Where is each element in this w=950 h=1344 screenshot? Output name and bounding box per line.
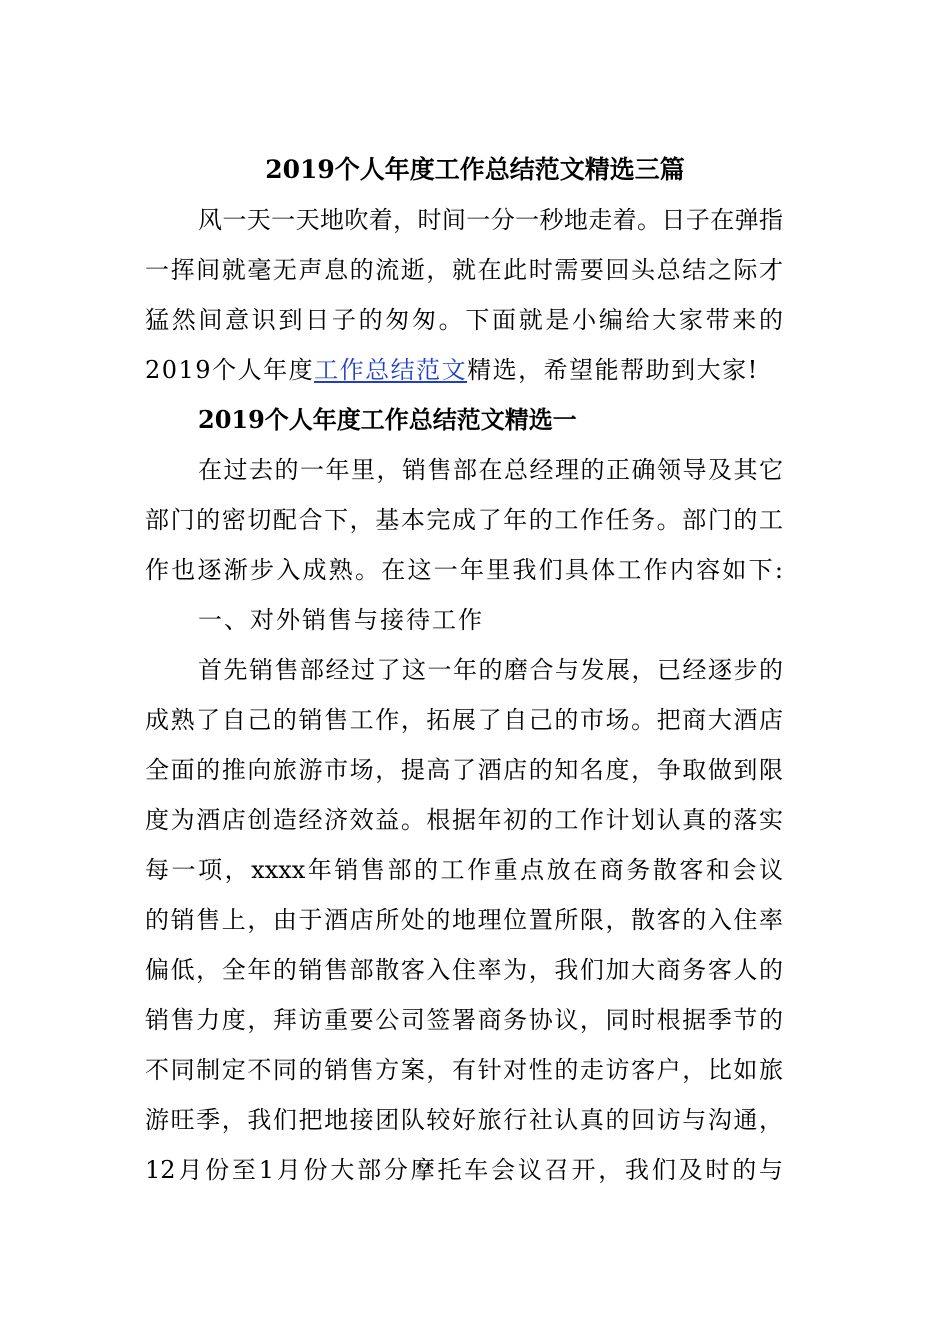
- intro-line-4-prefix: 2019个人年度: [145, 356, 315, 384]
- paragraph-2-line-10: 游旺季，我们把地接团队较好旅行社认真的回访与沟通，: [145, 1106, 783, 1134]
- paragraph-1-line-1: 在过去的一年里，销售部在总经理的正确领导及其它: [198, 456, 783, 484]
- intro-line-1: 风一天一天地吹着，时间一分一秒地走着。日子在弹指: [198, 206, 783, 234]
- paragraph-2-line-7: 偏低，全年的销售部散客入住率为，我们加大商务客人的: [145, 956, 783, 984]
- paragraph-2-line-2: 成熟了自己的销售工作，拓展了自己的市场。把商大酒店: [145, 706, 783, 734]
- intro-line-2: 一挥间就毫无声息的流逝，就在此时需要回头总结之际才: [145, 256, 783, 284]
- document-title: 2019个人年度工作总结范文精选三篇: [265, 155, 685, 184]
- intro-line-4: [145, 350, 783, 390]
- intro-line-3: 猛然间意识到日子的匆匆。下面就是小编给大家带来的: [145, 306, 783, 334]
- paragraph-2-line-8: 销售力度，拜访重要公司签署商务协议，同时根据季节的: [145, 1006, 783, 1034]
- paragraph-1-line-3: 作也逐渐步入成熟。在这一年里我们具体工作内容如下:: [145, 556, 783, 584]
- paragraph-2-line-6: 的销售上，由于酒店所处的地理位置所限，散客的入住率: [145, 906, 783, 934]
- section-1-heading: 2019个人年度工作总结范文精选一: [198, 405, 577, 434]
- paragraph-2-line-3: 全面的推向旅游市场，提高了酒店的知名度，争取做到限: [145, 756, 783, 784]
- paragraph-2-line-5: 每一项，xxxx年销售部的工作重点放在商务散客和会议: [145, 856, 783, 884]
- paragraph-2-line-1: 首先销售部经过了这一年的磨合与发展，已经逐步的: [198, 656, 783, 684]
- intro-line-4-suffix: 精选，希望能帮助到大家!: [467, 356, 759, 384]
- subheading-external-sales: 一、对外销售与接待工作: [198, 606, 484, 634]
- paragraph-2-line-4: 度为酒店创造经济效益。根据年初的工作计划认真的落实: [145, 806, 783, 834]
- paragraph-1-line-2: 部门的密切配合下，基本完成了年的工作任务。部门的工: [145, 506, 783, 534]
- work-summary-link[interactable]: 工作总结范文: [314, 356, 468, 384]
- paragraph-2-line-11: 12月份至1月份大部分摩托车会议召开，我们及时的与: [145, 1156, 783, 1184]
- paragraph-2-line-9: 不同制定不同的销售方案，有针对性的走访客户，比如旅: [145, 1056, 783, 1084]
